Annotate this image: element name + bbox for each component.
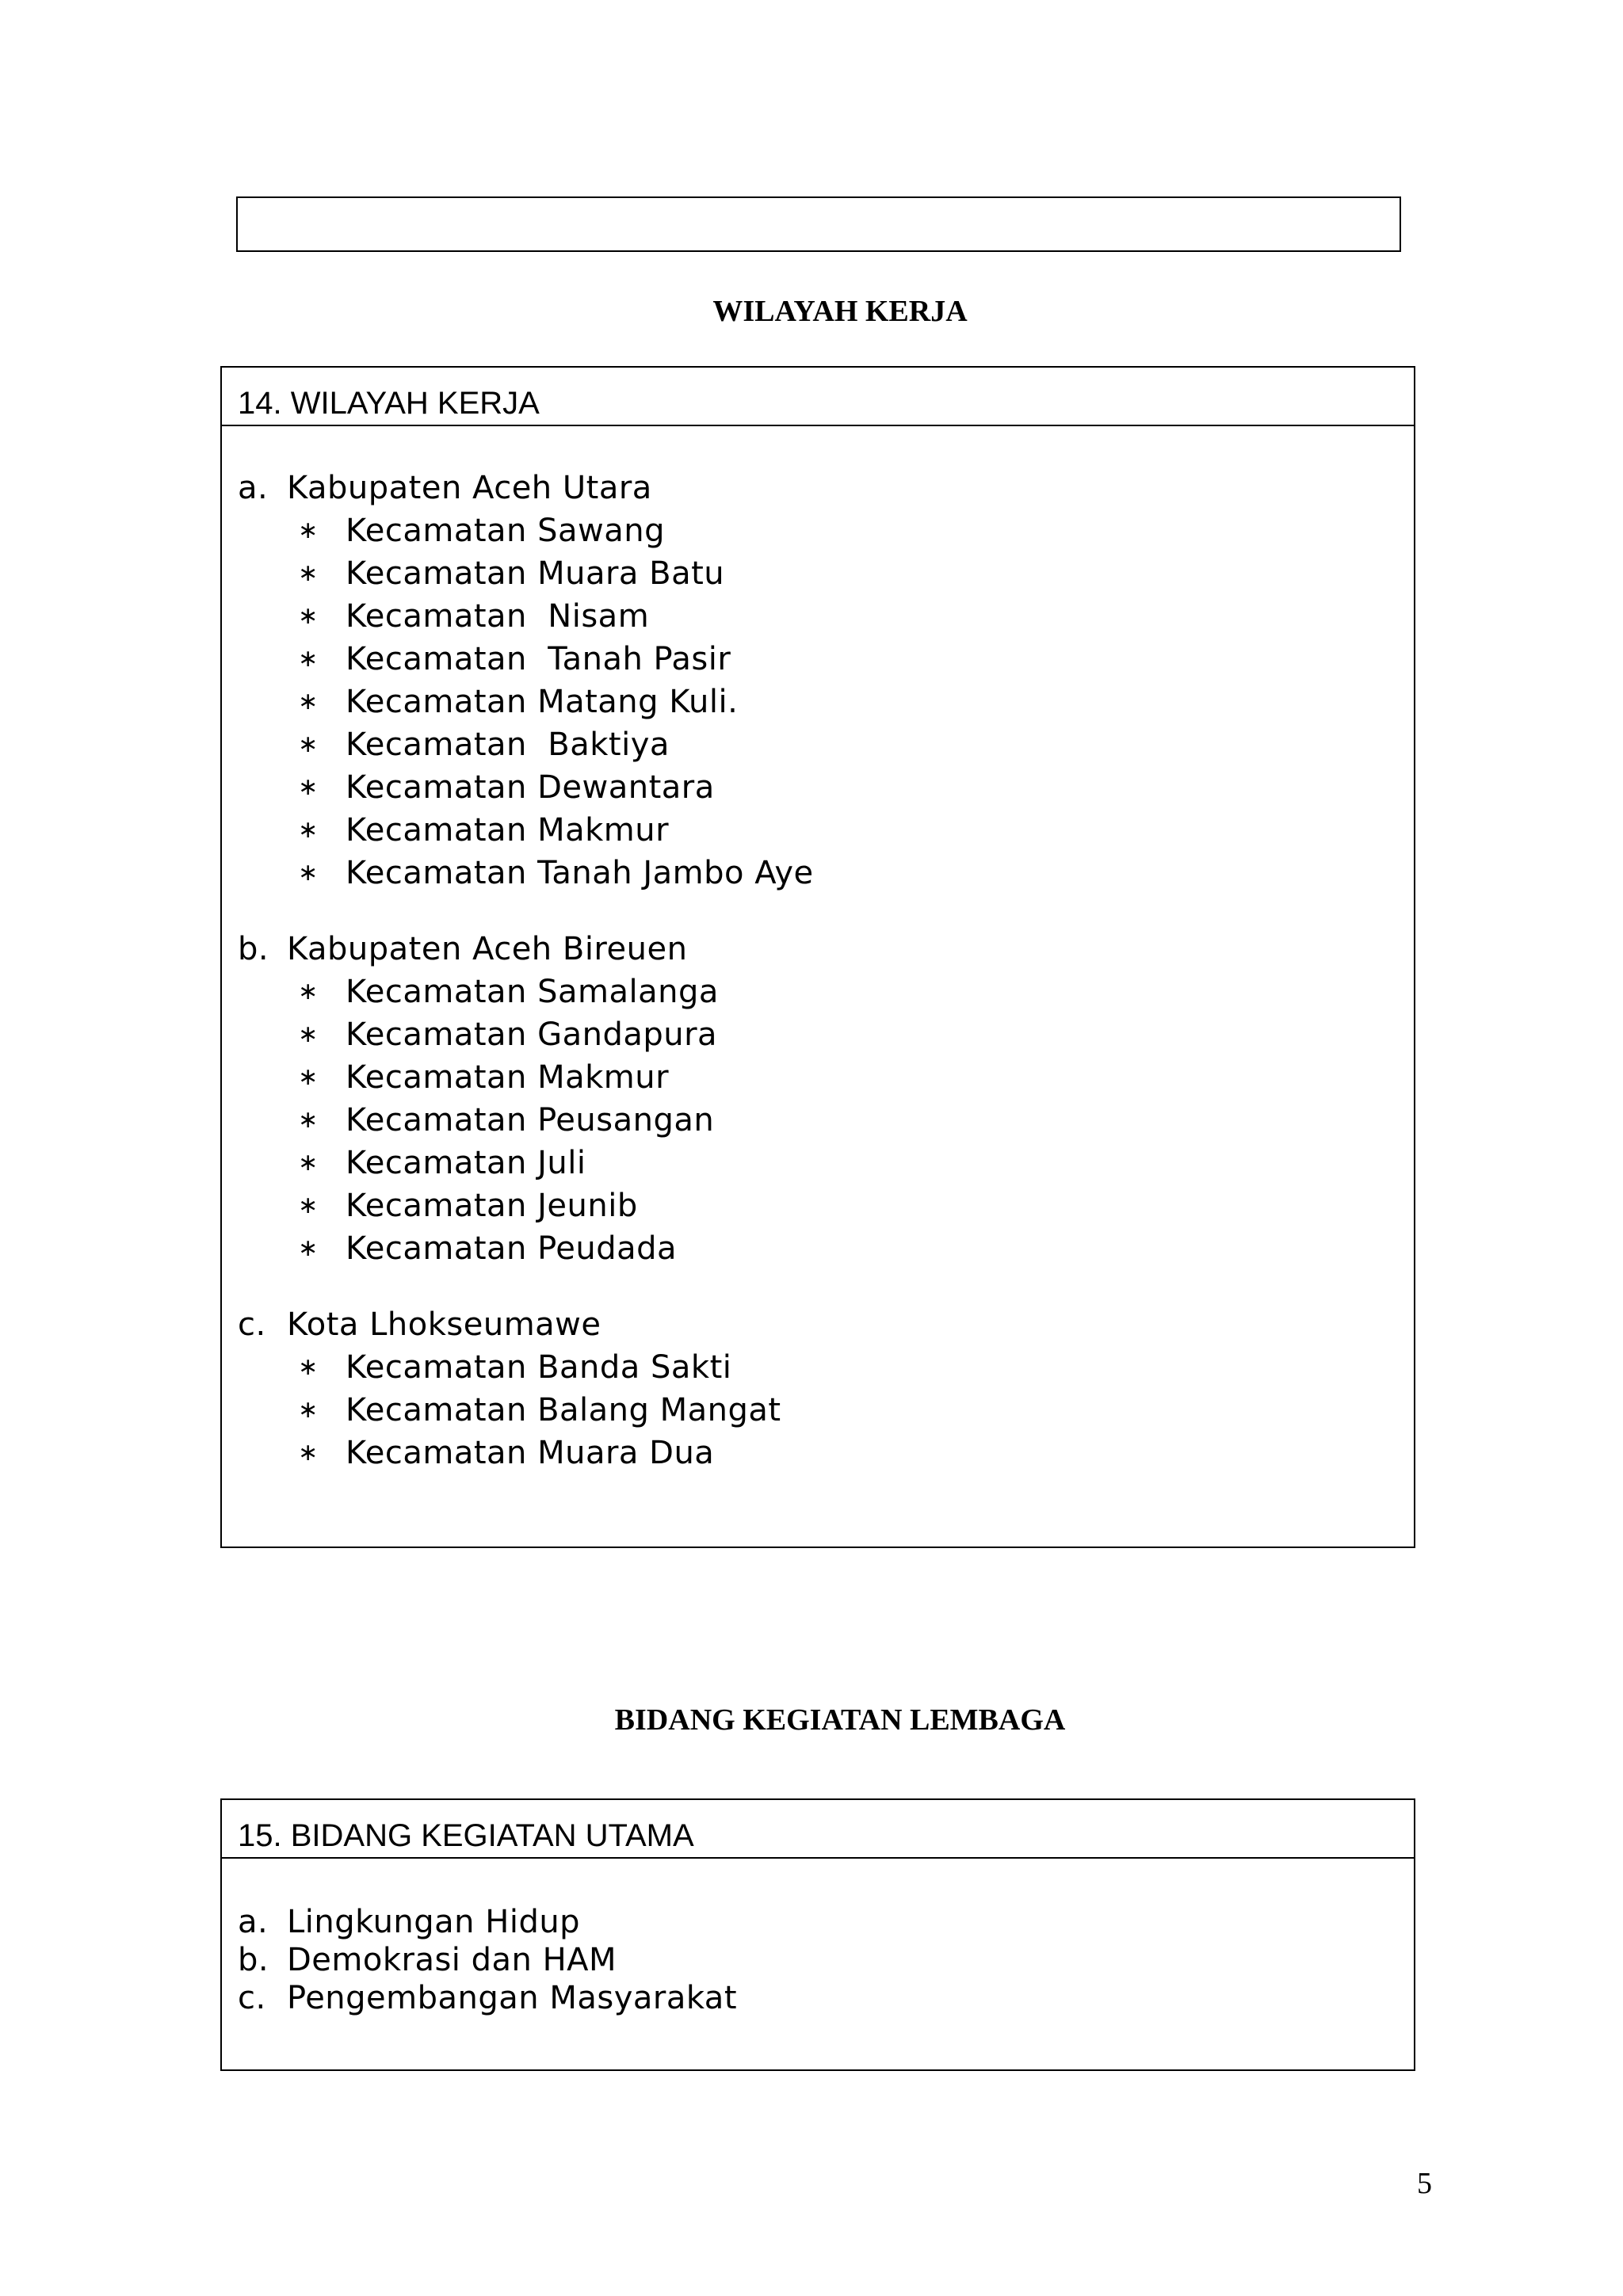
activity-box-title: 15. BIDANG KEGIATAN UTAMA — [222, 1800, 1414, 1859]
group-title — [238, 467, 1414, 509]
item-letter: b. — [238, 1942, 269, 1978]
work-area-group — [238, 1303, 1414, 1474]
section-heading-work-area: WILAYAH KERJA — [712, 295, 968, 328]
list-item-label: Kecamatan Muara Dua — [346, 1435, 715, 1471]
list-item-label: Kecamatan Gandapura — [346, 1016, 718, 1053]
group-label: Kabupaten Aceh Utara — [287, 470, 652, 506]
list-item — [238, 638, 1414, 681]
list-item — [238, 595, 1414, 638]
list-item-label: Kecamatan Muara Batu — [346, 555, 725, 592]
activity-list-container — [222, 1903, 1414, 2017]
asterisk-bullet-icon: ∗ — [298, 602, 319, 630]
asterisk-bullet-icon: ∗ — [298, 773, 319, 801]
list-item — [238, 766, 1414, 809]
list-item — [238, 1227, 1414, 1270]
group-title — [238, 928, 1414, 971]
list-item-label: Kecamatan Peudada — [346, 1230, 678, 1267]
asterisk-bullet-icon: ∗ — [298, 1396, 319, 1424]
list-item — [238, 852, 1414, 894]
asterisk-bullet-icon: ∗ — [298, 1063, 319, 1091]
asterisk-bullet-icon: ∗ — [298, 1149, 319, 1177]
list-item — [238, 1346, 1414, 1389]
section-heading-activity-field: BIDANG KEGIATAN LEMBAGA — [614, 1703, 1066, 1737]
group-letter: b. — [238, 931, 269, 967]
work-area-list — [222, 467, 1414, 1474]
list-item-label: Kecamatan Tanah Jambo Aye — [346, 855, 814, 891]
asterisk-bullet-icon: ∗ — [298, 859, 319, 887]
activity-box — [220, 1798, 1415, 2071]
list-item — [238, 509, 1414, 552]
list-item-label: Kecamatan Matang Kuli. — [346, 684, 739, 720]
work-area-group — [238, 928, 1414, 1270]
list-item-label: Kecamatan Baktiya — [346, 727, 670, 763]
activity-list — [238, 1903, 1414, 2017]
asterisk-bullet-icon: ∗ — [298, 688, 319, 715]
list-item-label: Kecamatan Peusangan — [346, 1102, 715, 1138]
asterisk-bullet-icon: ∗ — [298, 978, 319, 1005]
list-item — [238, 1979, 1414, 2017]
list-item-label: Lingkungan Hidup — [287, 1904, 581, 1940]
asterisk-bullet-icon: ∗ — [298, 645, 319, 673]
group-label: Kota Lhokseumawe — [287, 1306, 601, 1343]
asterisk-bullet-icon: ∗ — [298, 1439, 319, 1466]
list-item-label: Kecamatan Makmur — [346, 812, 670, 849]
page-number: 5 — [1417, 2167, 1432, 2200]
list-item — [238, 1389, 1414, 1432]
asterisk-bullet-icon: ∗ — [298, 1020, 319, 1048]
group-title — [238, 1303, 1414, 1346]
list-item-label: Kecamatan Samalanga — [346, 974, 719, 1010]
work-area-box-title: 14. WILAYAH KERJA — [222, 368, 1414, 426]
list-item — [238, 723, 1414, 766]
group-letter: c. — [238, 1306, 266, 1343]
list-item — [238, 1056, 1414, 1099]
asterisk-bullet-icon: ∗ — [298, 1106, 319, 1134]
group-letter: a. — [238, 470, 269, 506]
list-item-label: Kecamatan Makmur — [346, 1059, 670, 1096]
list-item — [238, 552, 1414, 595]
asterisk-bullet-icon: ∗ — [298, 816, 319, 844]
list-item — [238, 809, 1414, 852]
list-item — [238, 1013, 1414, 1056]
item-letter: a. — [238, 1904, 269, 1940]
work-area-group — [238, 467, 1414, 894]
empty-field-box — [236, 196, 1401, 252]
list-item — [238, 1184, 1414, 1227]
list-item-label: Kecamatan Tanah Pasir — [346, 641, 731, 677]
asterisk-bullet-icon: ∗ — [298, 517, 319, 544]
list-item-label: Kecamatan Sawang — [346, 513, 665, 549]
asterisk-bullet-icon: ∗ — [298, 559, 319, 587]
list-item — [238, 1099, 1414, 1142]
list-item-label: Kecamatan Dewantara — [346, 769, 715, 806]
asterisk-bullet-icon: ∗ — [298, 1192, 319, 1219]
list-item-label: Kecamatan Balang Mangat — [346, 1392, 781, 1428]
list-item-label: Pengembangan Masyarakat — [287, 1980, 738, 2016]
list-item — [238, 1432, 1414, 1474]
list-item — [238, 971, 1414, 1013]
asterisk-bullet-icon: ∗ — [298, 1234, 319, 1262]
asterisk-bullet-icon: ∗ — [298, 1353, 319, 1381]
list-item — [238, 681, 1414, 723]
asterisk-bullet-icon: ∗ — [298, 730, 319, 758]
list-item-label: Kecamatan Banda Sakti — [346, 1349, 732, 1386]
group-label: Kabupaten Aceh Bireuen — [287, 931, 688, 967]
list-item-label: Kecamatan Nisam — [346, 598, 650, 635]
list-item-label: Demokrasi dan HAM — [287, 1942, 617, 1978]
list-item — [238, 1903, 1414, 1941]
list-item — [238, 1142, 1414, 1184]
item-letter: c. — [238, 1980, 266, 2016]
work-area-box — [220, 366, 1415, 1548]
list-item-label: Kecamatan Juli — [346, 1145, 586, 1181]
list-item-label: Kecamatan Jeunib — [346, 1188, 638, 1224]
list-item — [238, 1941, 1414, 1979]
